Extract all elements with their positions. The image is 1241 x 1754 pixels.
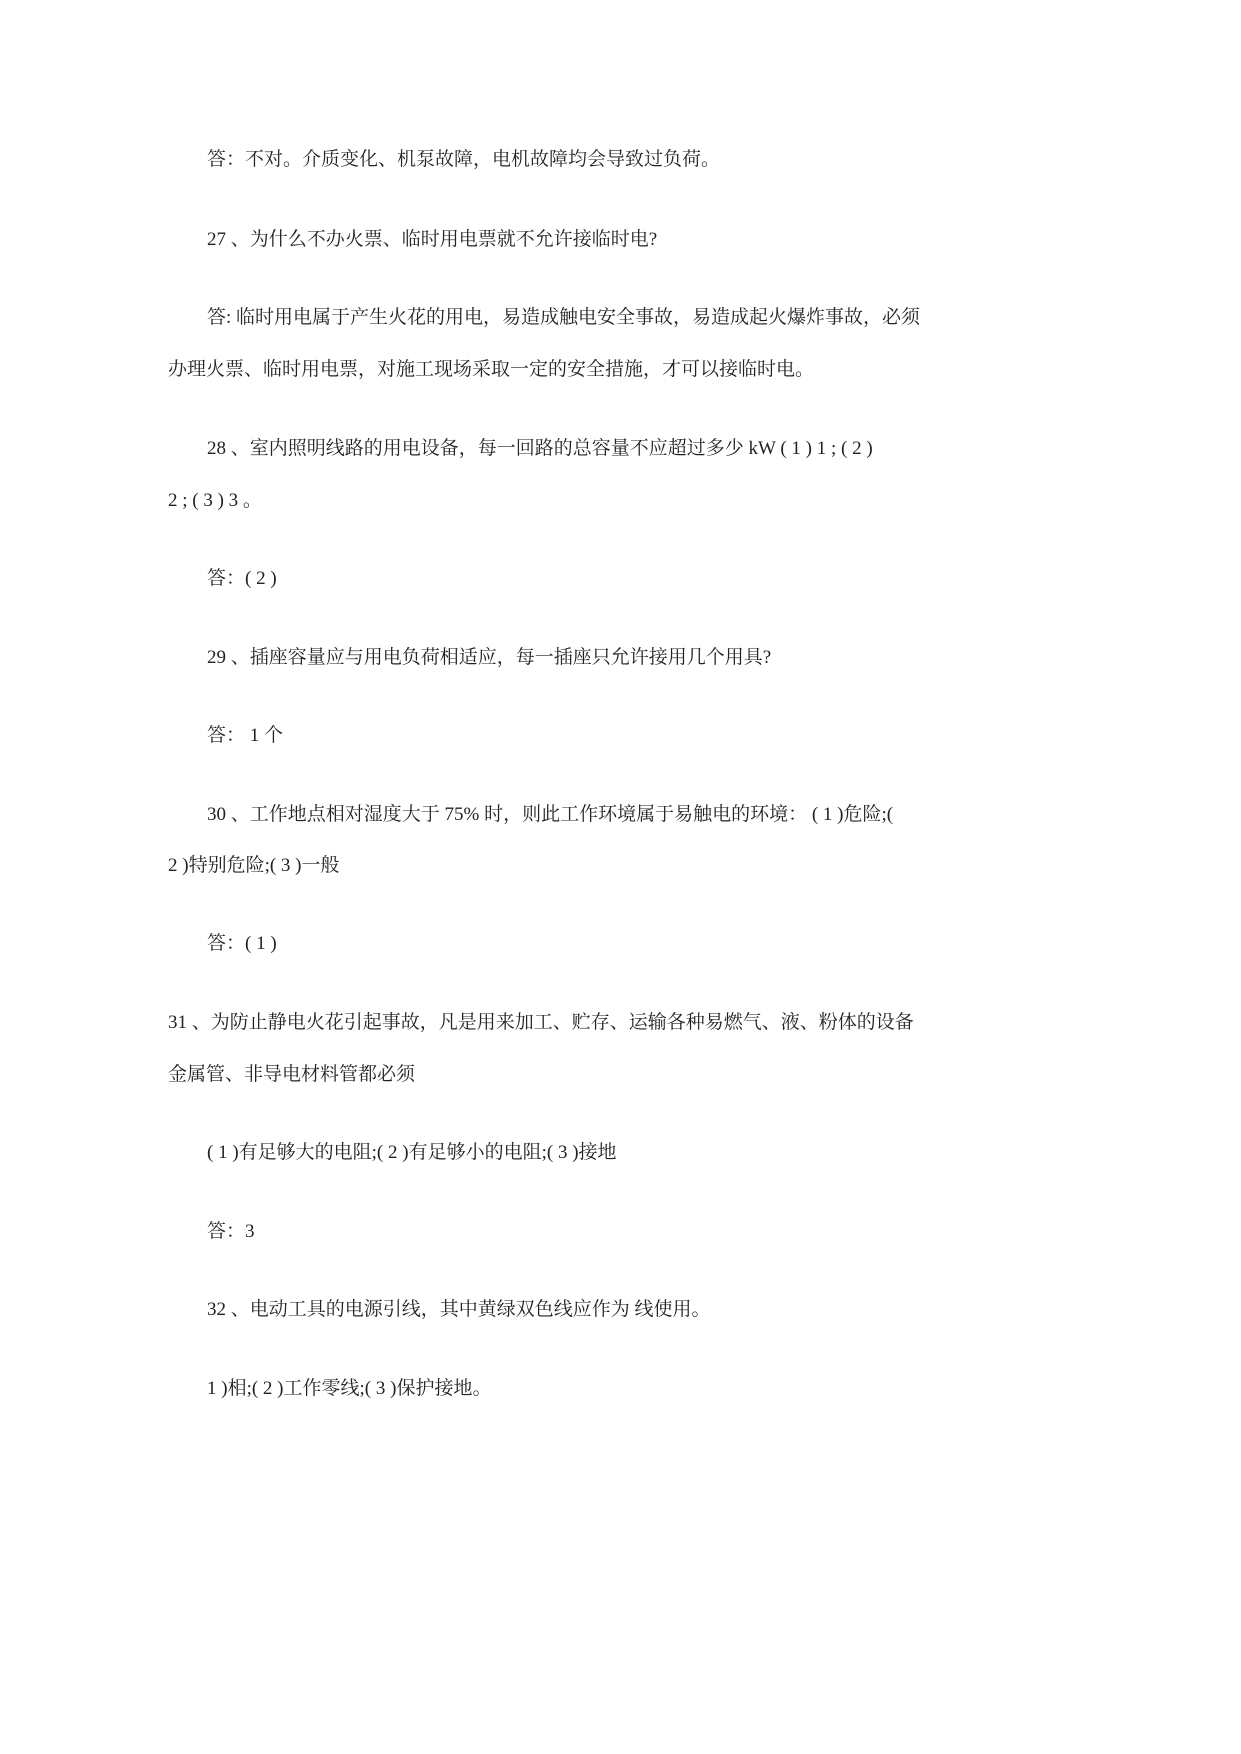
- question-31-line1: 31 、为防止静电火花引起事故，凡是用来加工、贮存、运输各种易燃气、液、粉体的设备: [168, 1012, 914, 1033]
- answer-28: 答：( 2 ): [207, 568, 277, 589]
- answer-31: 答：3: [207, 1221, 255, 1242]
- question-30-line1: 30 、工作地点相对湿度大于 75% 时，则此工作环境属于易触电的环境： ( 1 )危险;(: [207, 804, 894, 825]
- question-28-line2: 2 ; ( 3 ) 3 。: [168, 490, 262, 511]
- question-31-line2: 金属管、非导电材料管都必须: [168, 1064, 416, 1085]
- question-32-options: 1 )相;( 2 )工作零线;( 3 )保护接地。: [207, 1378, 492, 1399]
- answer-30: 答：( 1 ): [207, 933, 277, 954]
- question-27: 27 、为什么不办火票、临时用电票就不允许接临时电?: [207, 229, 658, 250]
- question-28-line1: 28 、室内照明线路的用电设备，每一回路的总容量不应超过多少 kW ( 1 ) 1 ; ( 2 ): [207, 438, 873, 459]
- answer-29: 答： 1 个: [207, 725, 284, 746]
- answer-27-line2: 办理火票、临时用电票，对施工现场采取一定的安全措施，才可以接临时电。: [168, 359, 815, 380]
- question-32: 32 、电动工具的电源引线，其中黄绿双色线应作为 线使用。: [207, 1299, 711, 1320]
- question-29: 29 、插座容量应与用电负荷相适应，每一插座只允许接用几个用具?: [207, 647, 772, 668]
- question-31-options: ( 1 )有足够大的电阻;( 2 )有足够小的电阻;( 3 )接地: [207, 1142, 617, 1163]
- answer-26: 答：不对。介质变化、机泵故障，电机故障均会导致过负荷。: [207, 149, 721, 170]
- answer-27-line1: 答: 临时用电属于产生火花的用电，易造成触电安全事故，易造成起火爆炸事故，必须: [207, 307, 921, 328]
- question-30-line2: 2 )特别危险;( 3 )一般: [168, 855, 340, 876]
